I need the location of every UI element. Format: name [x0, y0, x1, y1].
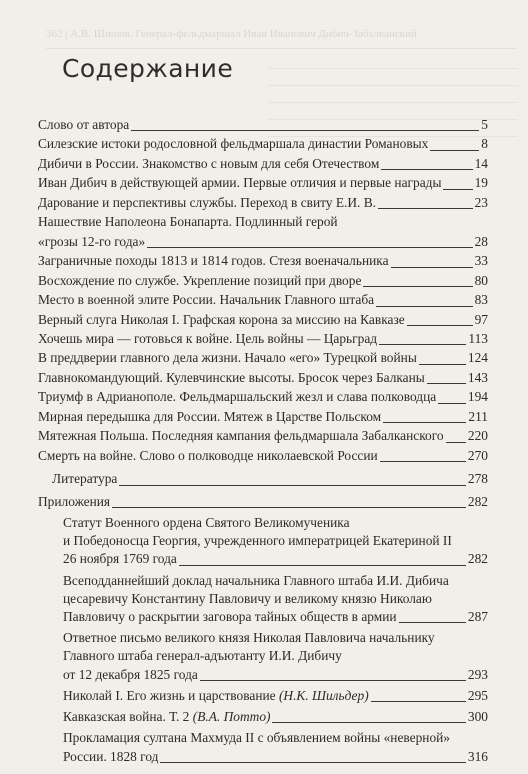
- entry-line: [63, 687, 488, 705]
- entry-line: [38, 154, 488, 173]
- entry-title: Верный слуга Николая I. Графская корона за миссию на Кавказе: [38, 311, 405, 327]
- toc-entry: [0, 368, 528, 387]
- toc-entry: [0, 514, 528, 569]
- entry-line: [38, 407, 488, 426]
- entry-line: [38, 387, 488, 406]
- page-number: 295: [467, 687, 488, 703]
- entry-line: [63, 572, 488, 590]
- entry-title: и Победоносца Георгия, учрежденного императрицей Екатериной II: [63, 533, 452, 549]
- entry-title: В преддверии главного дела жизни. Начало «его» Турецкой войны: [38, 350, 417, 366]
- leader-line: [399, 622, 466, 623]
- leader-line: [427, 383, 466, 384]
- entry-title: Главного штаба генерал-адъютанту И.И. Дибичу: [63, 648, 342, 664]
- page-number: 293: [467, 666, 488, 682]
- toc-entry: [0, 407, 528, 426]
- toc-entry: [0, 729, 528, 765]
- entry-line: [63, 629, 488, 647]
- leader-line: [381, 169, 472, 170]
- toc-entry: [0, 387, 528, 406]
- entry-line: [63, 532, 488, 550]
- toc-entry: [0, 193, 528, 212]
- entry-title: Иван Дибич в действующей армии. Первые отличия и первые награды: [38, 175, 442, 191]
- entry-line: [38, 310, 488, 329]
- leader-line: [363, 286, 472, 287]
- entry-line: [38, 329, 488, 348]
- leader-line: [383, 422, 466, 423]
- entry-line: [38, 134, 488, 153]
- chapter-list: [0, 115, 528, 465]
- toc-entry: [0, 348, 528, 367]
- entry-title: Литература: [52, 471, 118, 487]
- leader-line: [419, 364, 466, 365]
- leader-line: [160, 762, 465, 763]
- entry-title: Заграничные походы 1813 и 1814 годов. Стезя военачальника: [38, 253, 389, 269]
- entry-title: Приложения: [38, 493, 111, 509]
- entry-line: [63, 514, 488, 532]
- entry-title: Место в военной элите России. Начальник Главного штаба: [38, 292, 375, 308]
- entry-title: Дарование и перспективы службы. Переход в свиту Е.И. В.: [38, 194, 377, 210]
- toc-entry: [0, 173, 528, 192]
- toc-entry: [0, 251, 528, 270]
- page-number: 124: [467, 350, 488, 366]
- entry-line: [38, 368, 488, 387]
- entry-line: [63, 550, 488, 568]
- page-number: 220: [467, 428, 488, 444]
- entry-title: Мятежная Польша. Последняя кампания фельдмаршала Забалканского: [38, 428, 444, 444]
- entry-line: [63, 666, 488, 684]
- page-number: 211: [468, 408, 488, 424]
- page-number: 19: [474, 175, 488, 191]
- leader-line: [147, 247, 472, 248]
- entry-title: Всеподданнейший доклад начальника Главного штаба И.И. Дибича: [63, 572, 449, 588]
- entry-line: [63, 748, 488, 766]
- toc-entry: [0, 290, 528, 309]
- entry-line: [38, 290, 488, 309]
- page-number: 300: [467, 709, 488, 725]
- toc-entry: [0, 708, 528, 726]
- toc-entry: [0, 154, 528, 173]
- leader-line: [379, 344, 466, 345]
- page-number: 97: [474, 311, 488, 327]
- toc-entry: [0, 134, 528, 153]
- entry-title: Главнокомандующий. Кулевчинские высоты. Бросок через Балканы: [38, 369, 425, 385]
- page-number: 14: [474, 155, 488, 171]
- entry-line: [63, 608, 488, 626]
- toc-entry: [0, 426, 528, 445]
- leader-line: [272, 722, 465, 723]
- entry-line: [38, 212, 488, 231]
- page-title: Содержание: [62, 54, 234, 83]
- entry-title: Силезские истоки родословной фельдмаршала династии Романовых: [38, 136, 429, 152]
- toc-entry: [0, 629, 528, 684]
- entry-line: [38, 271, 488, 290]
- entry-line: [63, 729, 488, 747]
- leader-line: [443, 189, 472, 190]
- page-number: 8: [481, 136, 488, 152]
- leader-line: [119, 485, 466, 486]
- appendix-list: [0, 511, 528, 766]
- entry-line: [63, 590, 488, 608]
- entry-line: [38, 193, 488, 212]
- toc-entry-literature: [0, 469, 528, 488]
- entry-line: [63, 647, 488, 665]
- entry-line: [38, 173, 488, 192]
- entry-title: «грозы 12-го года»: [38, 233, 146, 249]
- back-page-rule: [46, 48, 516, 49]
- toc-entry: [0, 115, 528, 134]
- back-page-header: 362 | А.В. Шишов. Генерал-фельдмаршал Иван Иванович Дибич-Забалканский: [46, 28, 417, 40]
- entry-title: 26 ноября 1769 года: [63, 551, 177, 567]
- entry-author: (Н.К. Шильдер): [278, 687, 369, 703]
- leader-line: [391, 267, 473, 268]
- toc-entry-appendices: [0, 492, 528, 511]
- page-number: 28: [474, 233, 488, 249]
- page-number: 287: [467, 609, 488, 625]
- page-number: 143: [467, 369, 488, 385]
- entry-title: Слово от автора: [38, 117, 130, 132]
- page-number: 113: [468, 330, 488, 346]
- toc-entry: [0, 687, 528, 705]
- entry-line: [63, 708, 488, 726]
- entry-title: Прокламация султана Махмуда II с объявлением войны «неверной»: [63, 730, 450, 746]
- toc-entry: [0, 572, 528, 627]
- entry-line: [38, 232, 488, 251]
- table-of-contents: [0, 115, 528, 766]
- entry-line: [38, 426, 488, 445]
- leader-line: [430, 150, 479, 151]
- page-number: 33: [474, 253, 488, 269]
- entry-title: Восхождение по службе. Укрепление позиций при дворе: [38, 272, 362, 288]
- leader-line: [380, 461, 466, 462]
- leader-line: [200, 680, 466, 681]
- entry-title: Нашествие Наполеона Бонапарта. Подлинный герой: [38, 214, 338, 230]
- page-number: 80: [474, 272, 488, 288]
- entry-title: Триумф в Адрианополе. Фельдмаршальский жезл и слава полководца: [38, 389, 437, 405]
- entry-title: Мирная передышка для России. Мятеж в Царстве Польском: [38, 408, 382, 424]
- page-number: 23: [474, 194, 488, 210]
- entry-title: России. 1828 год: [63, 748, 159, 764]
- entry-title: Статут Военного ордена Святого Великомученика: [63, 515, 350, 531]
- entry-title: Николай I. Его жизнь и царствование: [63, 687, 276, 703]
- leader-line: [371, 701, 466, 702]
- leader-line: [179, 565, 466, 566]
- leader-line: [376, 306, 473, 307]
- toc-entry: [0, 212, 528, 251]
- entry-title: Кавказская война. Т. 2: [63, 709, 190, 725]
- toc-entry: [0, 446, 528, 465]
- leader-line: [407, 325, 473, 326]
- entry-title: цесаревичу Константину Павловичу и великому князю Николаю: [63, 590, 432, 606]
- page-number: 270: [467, 447, 488, 463]
- entry-line: [38, 115, 488, 134]
- toc-entry: [0, 329, 528, 348]
- toc-entry: [0, 310, 528, 329]
- page-number: 282: [467, 551, 488, 567]
- entry-line: [38, 251, 488, 270]
- page-number: 282: [467, 493, 488, 509]
- toc-entry: [0, 271, 528, 290]
- leader-line: [112, 507, 466, 508]
- page-number: 316: [467, 748, 488, 764]
- leader-line: [131, 130, 479, 131]
- entry-title: Хочешь мира — готовься к войне. Цель войны — Царьград: [38, 330, 378, 346]
- entry-title: Дибичи в России. Знакомство с новым для себя Отечеством: [38, 155, 380, 171]
- entry-title: от 12 декабря 1825 года: [63, 666, 198, 682]
- page-number: 5: [481, 117, 488, 132]
- entry-title: Павловичу о раскрытии заговора тайных обществ в армии: [63, 609, 397, 625]
- entry-author: (В.А. Потто): [192, 709, 271, 725]
- leader-line: [446, 442, 466, 443]
- leader-line: [438, 403, 466, 404]
- page-number: 194: [467, 389, 488, 405]
- page-number: 278: [467, 471, 488, 487]
- entry-line: [38, 348, 488, 367]
- entry-title: Смерть на войне. Слово о полководце николаевской России: [38, 447, 378, 463]
- entry-line: [38, 446, 488, 465]
- page-number: 83: [474, 292, 488, 308]
- leader-line: [378, 208, 473, 209]
- entry-title: Ответное письмо великого князя Николая Павловича начальнику: [63, 630, 435, 646]
